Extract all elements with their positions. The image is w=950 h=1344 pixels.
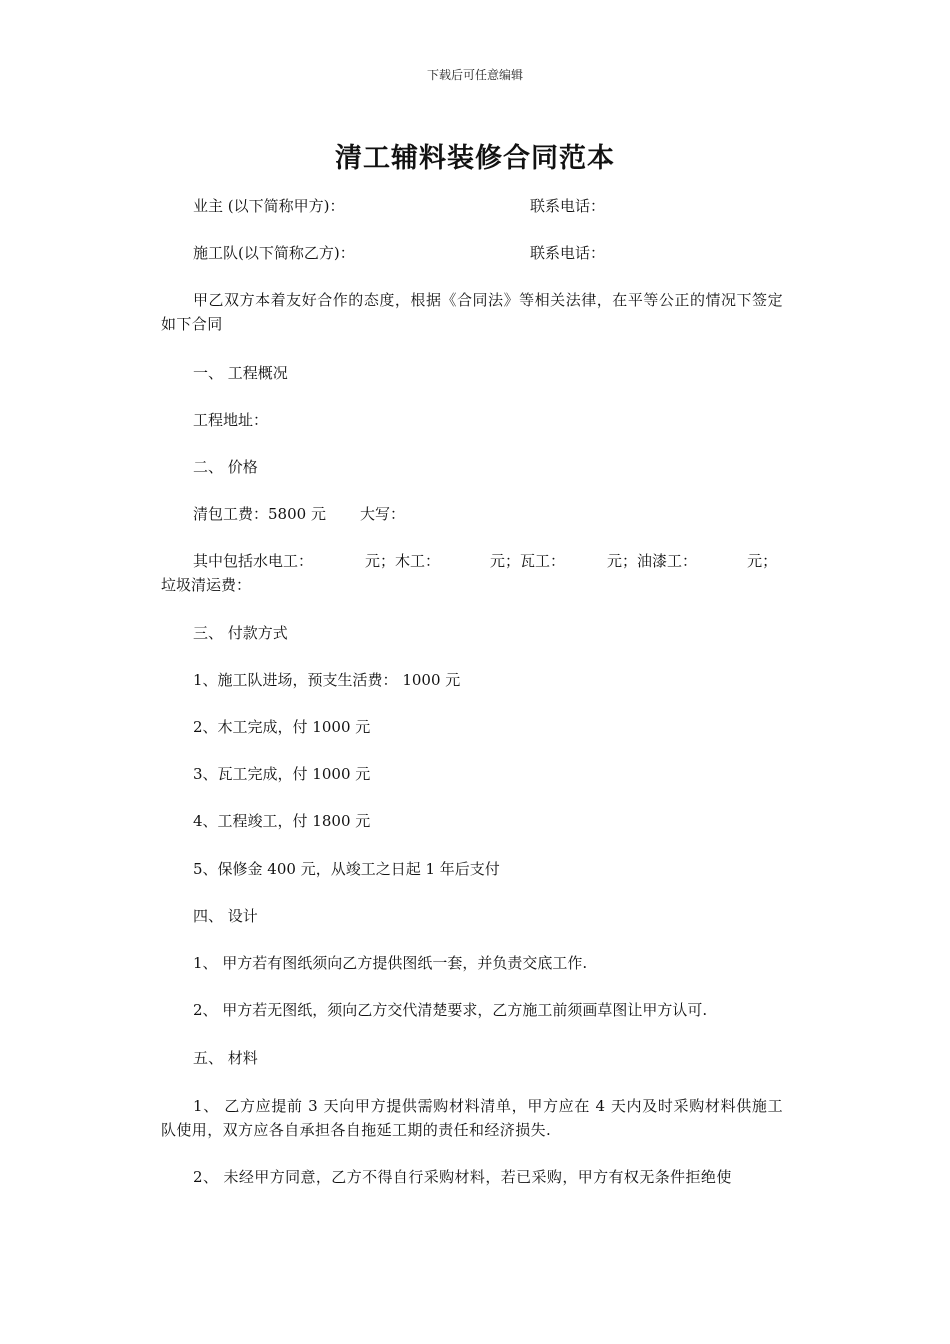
section-1-heading: 一、 工程概况 <box>193 364 288 382</box>
owner-line <box>193 194 344 218</box>
payment-item: 1、施工队进场，预支生活费： 1000 元 <box>193 671 461 689</box>
cost-breakdown-line <box>193 549 777 573</box>
labor-fee-caps-label: 大写： <box>359 505 405 523</box>
payment-item: 3、瓦工完成，付 1000 元 <box>193 765 371 783</box>
team-phone-label: 联系电话： <box>530 244 606 262</box>
owner-label: 业主 (以下简称甲方)： <box>193 197 345 215</box>
labor-fee: 清包工费：5800 元 <box>193 505 326 523</box>
payment-item: 2、木工完成，付 1000 元 <box>193 718 371 736</box>
materials-item: 1、 乙方应提前 3 天向甲方提供需购材料清单，甲方应在 4 天内及时采购材料供施工队使用，双方应各自承担各自拖延工期的责任和经济损失. <box>161 1097 783 1139</box>
section-5-heading: 五、 材料 <box>193 1049 258 1067</box>
owner-phone-label: 联系电话： <box>530 197 606 215</box>
labor-fee-line <box>193 502 405 526</box>
header-note: 下载后可任意编辑 <box>426 68 523 82</box>
payment-item: 4、工程竣工，付 1800 元 <box>193 812 371 830</box>
carpentry-label: 元；木工： <box>365 552 441 570</box>
plumbing-electric-label: 其中包括水电工： <box>193 552 314 570</box>
payment-item: 5、保修金 400 元，从竣工之日起 1 年后支付 <box>193 860 500 878</box>
section-2-heading: 二、 价格 <box>193 458 258 476</box>
project-address-label: 工程地址： <box>193 411 269 429</box>
intro-paragraph: 甲乙双方本着友好合作的态度，根据《合同法》等相关法律，在平等公正的情况下签定如下合同 <box>161 291 783 333</box>
tiling-label: 元；瓦工： <box>490 552 566 570</box>
garbage-fee-label: 垃圾清运费： <box>161 576 252 594</box>
materials-item: 2、 未经甲方同意，乙方不得自行采购材料，若已采购，甲方有权无条件拒绝使 <box>193 1168 732 1186</box>
page-title: 清工辅料装修合同范本 <box>335 143 615 174</box>
painting-yuan: 元； <box>747 552 778 570</box>
section-3-heading: 三、 付款方式 <box>193 624 288 642</box>
design-item: 1、 甲方若有图纸须向乙方提供图纸一套，并负责交底工作. <box>193 954 588 972</box>
design-item: 2、 甲方若无图纸，须向乙方交代清楚要求，乙方施工前须画草图让甲方认可. <box>193 1001 708 1019</box>
section-4-heading: 四、 设计 <box>193 907 258 925</box>
painting-label: 元；油漆工： <box>607 552 698 570</box>
team-label: 施工队(以下简称乙方)： <box>193 244 355 262</box>
